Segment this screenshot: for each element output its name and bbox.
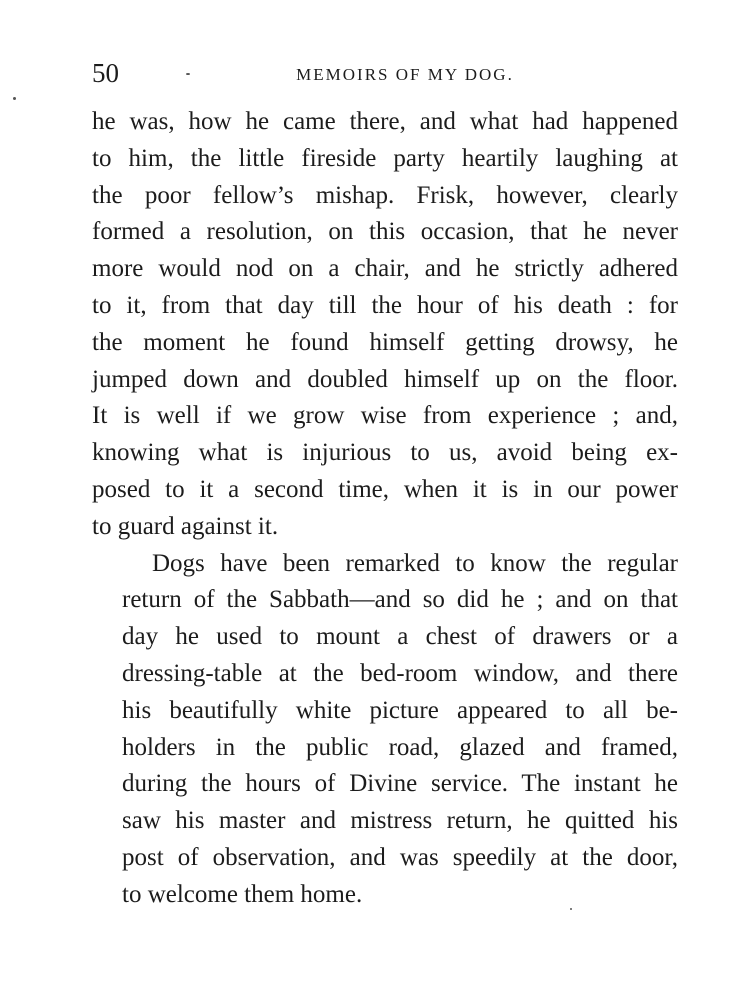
text-line: jumped down and doubled himself up on the floor. <box>92 365 678 393</box>
text-line: to it, from that day till the hour of his death : for <box>92 291 678 319</box>
text-line: the poor fellow’s mishap. Frisk, however, clearly <box>92 181 678 209</box>
page-number: 50 <box>92 58 119 88</box>
text-line: to guard against it. <box>92 512 279 540</box>
text-line: formed a resolution, on this occasion, that he never <box>92 218 678 246</box>
body-text <box>92 104 678 914</box>
text-line: to him, the little fireside party heartily laughing at <box>92 144 678 172</box>
text-line: the moment he found himself getting drowsy, he <box>92 328 678 356</box>
text-line: posed to it a second time, when it is in our power <box>92 475 678 503</box>
page-header <box>92 56 678 90</box>
text-line: It is well if we grow wise from experience ; and, <box>92 402 678 430</box>
text-line: more would nod on a chair, and he strictly adhered <box>92 255 678 283</box>
print-speck <box>13 97 16 100</box>
text-line: Dogs have been remarked to know the regular <box>152 549 678 577</box>
paragraph-2 <box>92 546 678 914</box>
paragraph-1 <box>92 104 678 546</box>
text-line: return of the Sabbath—and so did he ; and on that <box>122 586 678 614</box>
text-line: his beautifully white picture appeared to all be- <box>122 696 678 724</box>
text-line: holders in the public road, glazed and framed, <box>122 733 678 761</box>
text-line: day he used to mount a chest of drawers or a <box>122 623 678 651</box>
text-line: to welcome them home. <box>122 880 363 908</box>
running-title: MEMOIRS OF MY DOG. <box>296 65 514 84</box>
text-line: he was, how he came there, and what had happened <box>92 108 678 135</box>
text-line: saw his master and mistress return, he quitted his <box>122 807 678 835</box>
text-line: during the hours of Divine service. The instant he <box>122 770 678 798</box>
text-line: post of observation, and was speedily at the door, <box>122 843 678 871</box>
text-line: knowing what is injurious to us, avoid being ex- <box>92 439 678 467</box>
text-line: dressing-table at the bed-room window, and there <box>122 659 678 687</box>
